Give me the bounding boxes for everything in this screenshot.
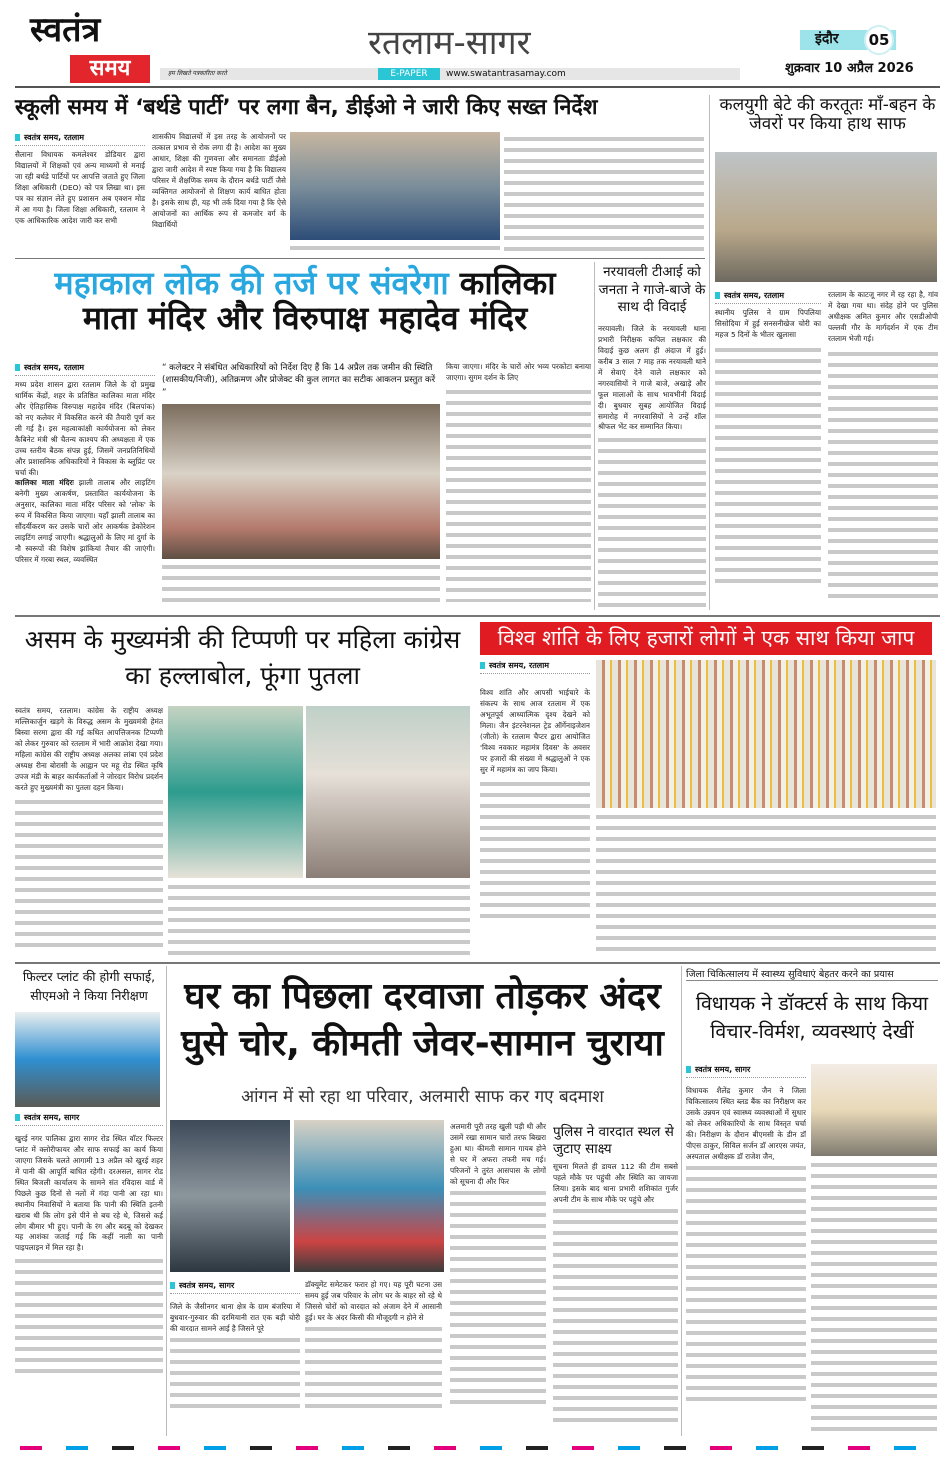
broken-door-photo <box>170 1120 290 1272</box>
hospital-visit-photo <box>811 1064 937 1156</box>
article-text: झाली तालाब और लाइटिंग बनेगी मुख्य आकर्षण, प्रस्तावित कार्ययोजना के अनुसार, कालिका माता मंदिर परिसर को 'लोक' के रूप में विकसित किया जाएगा। यहाँ झाली तालाब का सौंदर्यीकरण कर उसके चारों ओर आकर्षक डेकोरेशन लाइटिंग लगाई जाएगी। श्रद्धालुओं के लिए मां दुर्गा के नौ स्वरूपों की विशेष झांकियां तैयार की जाएंगी। परिसर में गरबा स्थल, व्यवस्थित <box>15 478 155 564</box>
meeting-photo <box>162 404 440 559</box>
print-color-bar <box>20 1446 920 1450</box>
chor-headline: घर का पिछला दरवाजा तोड़कर अंदर घुसे चोर, कीमती जेवर-सामान चुराया <box>181 976 664 1064</box>
open-almirah-photo <box>294 1120 444 1272</box>
kalyugi-col1 <box>715 290 821 610</box>
subhead: कालिका माता मंदिरः <box>15 478 74 488</box>
filter-headline: फिल्टर प्लांट की होगी सफाई, सीएमओ ने किया निरीक्षण <box>22 969 156 1003</box>
mahakal-col1 <box>15 362 155 610</box>
mahakal-col3 <box>446 362 591 610</box>
doctor-kicker: जिला चिकित्सालय में स्वास्थ्य सुविधाएं बेहतर करने का प्रयास <box>686 967 938 981</box>
kalyugi-col2 <box>828 290 938 610</box>
school-headline: स्कूली समय में ‘बर्थडे पार्टी’ पर लगा बैन, डीईओ ने जारी किए सख्त निर्देश <box>15 95 598 120</box>
photo-captions <box>162 562 440 608</box>
jaap-col1 <box>480 660 590 958</box>
pull-quote: “ कलेक्टर ने संबंधित अधिकारियों को निर्देश दिए हैं कि 14 अप्रैल तक जमीन की स्थिति (शासकीय/निजी), अतिक्रमण और प्रोजेक्ट की कुल लागत का सटीक आकलन प्रस्तुत करें ” <box>162 363 436 398</box>
article-text: किया जाएगा। मंदिर के चारों ओर भव्य परकोटा बनाया जाएगा। सुगम दर्शन के लिए <box>446 362 591 382</box>
ti-text-col <box>598 324 706 610</box>
kalyugi-headline: कलयुगी बेटे की करतूतः माँ-बहन के जेवरों पर किया हाथ साफ <box>719 95 936 134</box>
article-text: सैलाना विधायक कमलेश्वर डोडियार द्वारा विद्यालयों में शिक्षकों एवं अन्य माध्यमों से मनाई जा रही बर्थडे पार्टियों पर आपत्ति जताते हुए जिला शिक्षा अधिकारी (DEO) को पत्र लिखा था। इस पत्र का संज्ञान लेते हुए प्रशासन अब एक्शन मोड में आ गया है। जिला शिक्षा अधिकारी, रतलाम ने एक आधिकारिक आदेश जारी कर सभी <box>15 150 145 225</box>
crowd-photo <box>596 660 936 808</box>
issue-date: शुक्रवार 10 अप्रैल 2026 <box>785 61 914 76</box>
school-col4 <box>504 134 704 252</box>
article-text: स्वतंत्र समय, रतलाम। कांग्रेस के राष्ट्रीय अध्यक्ष मल्लिकार्जुन खड़गे के विरुद्ध असम के मुख्यमंत्री हेमंत बिस्वा सरमा द्वारा की गई कथित आपत्तिजनक टिप्पणी को लेकर गुरुवार को रतलाम में भारी आक्रोश देखा गया। महिला कांग्रेस की राष्ट्रीय अध्यक्ष अलका लांबा एवं प्रदेश अध्यक्ष रीना बोरासी के आह्वान पर महू रोड स्थित कृषि उपज मंडी के बाहर कार्यकर्ताओं ने जोरदार विरोध प्रदर्शन करते हुए मुख्यमंत्री का पुतला दहन किया। <box>15 706 163 792</box>
police-col <box>553 1162 678 1437</box>
school-col2: शासकीय विद्यालयों में इस तरह के आयोजनों पर तत्काल प्रभाव से रोक लगा दी है। आदेश का मुख्य आधार, शिक्षा की गुणवत्ता और समानताः डीईओ द्वारा जारी आदेश में स्पष्ट किया गया है कि विद्यालय परिसर में शैक्षणिक समय के दौरान बर्थडे पार्टी जैसे व्यक्तिगत आयोजनों से शिक्षण कार्य बाधित होता है। इसके साथ ही, यह भी तर्क दिया गया है कि ऐसे आयोजनों का आर्थिक रूप से कमजोर वर्ग के विद्यार्थियों <box>152 132 286 229</box>
ti-headline: नरयावली टीआई को जनता ने गाजे-बाजे के साथ दी विदाई <box>598 264 706 316</box>
article-text: विधायक शैलेंद्र कुमार जैन ने जिला चिकित्सालय स्थित ब्लड बैंक का निरीक्षण कर उसके उन्नयन एवं स्वास्थ्य व्यवस्थाओं में सुधार को लेकर अधिकारियों के साथ विस्तृत चर्चा की। निरीक्षण के दौरान बीएमसी के डीन डॉ पीएस ठाकुर, सिविल सर्जन डॉ आरएस जयंत, अस्पताल अधीक्षक डॉ राजेश जैन, <box>686 1086 806 1161</box>
chor-col2 <box>305 1280 442 1437</box>
byline: स्वतंत्र समय, रतलाम <box>15 132 145 146</box>
police-subhead: पुलिस ने वारदात स्थल से जुटाए साक्ष्य <box>553 1124 674 1157</box>
filter-col <box>15 1112 163 1437</box>
headline-blue: महाकाल लोक की तर्ज पर संवरेगा <box>54 264 449 302</box>
filter-plant-photo <box>15 1012 160 1107</box>
chor-col1 <box>170 1280 300 1437</box>
byline: स्वतंत्र समय, सागर <box>686 1064 806 1078</box>
school-col3 <box>290 243 500 253</box>
byline: स्वतंत्र समय, रतलाम <box>15 362 155 376</box>
jaap-headline-banner: विश्व शांति के लिए हजारों लोगों ने एक साथ किया जाप <box>480 622 932 655</box>
logo-top: स्वतंत्र <box>30 10 101 50</box>
article-text: मध्य प्रदेश शासन द्वारा रतलाम जिले के दो प्रमुख धार्मिक केंद्रों, शहर के प्रतिष्ठित कालिका माता मंदिर और ऐतिहासिक विरुपाक्ष महादेव मंदिर (बिलपांक) को नए कलेवर में विकसित करने की तैयारी पूर्ण कर ली गई है। इस महत्वाकांक्षी कार्ययोजना को लेकर कैबिनेट मंत्री श्री चैतन्य काश्यप की अध्यक्षता में एक उच्च स्तरीय बैठक संपन्न हुई, जिसमें जनप्रतिनिधियों और प्रशासनिक अधिकारियों ने विकास के ब्लूप्रिंट पर चर्चा की। <box>15 380 155 477</box>
edition-title: रतलाम-सागर <box>368 23 531 63</box>
tagline: हम लिखते पत्रकारिता करते <box>168 70 227 77</box>
website-link[interactable]: www.swatantrasamay.com <box>446 69 566 79</box>
article-text: अलमारी पूरी तरह खुली पड़ी थी और उसमें रखा सामान चारों तरफ बिखरा हुआ था। कीमती सामान गायब होने से घर में अफरा तफरी मच गई। परिजनों ने तुरंत आसपास के लोगों को सूचना दी और फिर <box>450 1122 546 1186</box>
assam-col1 <box>15 706 163 958</box>
mahakal-headline <box>15 266 595 336</box>
article-text: स्थानीय पुलिस ने ग्राम पिपलिया सिसोदिया में हुई सनसनीखेज चोरी का महज 5 दिनों के भीतर खुलासा <box>715 308 821 339</box>
article-text: सूचना मिलते ही डायल 112 की टीम सबसे पहले मौके पर पहुंची और स्थिति का जायजा लिया। इसके बाद थाना प्रभारी शशिकांत गुर्जर अपनी टीम के साथ मौके पर पहुंचे और <box>553 1162 678 1204</box>
assam-headline: असम के मुख्यमंत्री की टिप्पणी पर महिला कांग्रेस का हल्लाबोल, फूंगा पुतला <box>24 625 461 691</box>
school-classroom-photo <box>290 132 500 240</box>
byline: स्वतंत्र समय, सागर <box>170 1280 300 1294</box>
jaap-cols <box>596 812 936 958</box>
byline: स्वतंत्र समय, रतलाम <box>480 660 590 674</box>
doctor-col1 <box>686 1064 806 1437</box>
byline: स्वतंत्र समय, रतलाम <box>715 290 821 304</box>
article-text: नरयावली। जिले के नरयावली थाना प्रभारी निरीक्षक कपिल लक्षकार की विदाई कुछ अलग ही अंदाज में हुई। करीब 3 साल 7 माह तक नरयावली थाने में सेवाएं देने वाले लक्षकार को नगरवासियों ने गाजे बाजे, अखाड़े और फूल मालाओं के साथ भावभीनी विदाई दी। बुधवार सुबह आयोजित विदाई समारोह में नगरवासियों ने उन्हें शॉल श्रीफल भेंट कर सम्मानित किया। <box>598 324 706 432</box>
article-text: विश्व शांति और आपसी भाईचारे के संकल्प के साथ आज रतलाम में एक अभूतपूर्व आध्यात्मिक दृश्य देखने को मिला। जैन इंटरनेशनल ट्रेड ऑर्गेनाइजेशन (जीतो) के रतलाम चैप्टर द्वारा आयोजित 'विश्व नवकार महामंत्र दिवस' के अवसर पर हजारों की संख्या में श्रद्धालुओं ने एक सुर में महामंत्र का जाप किया। <box>480 688 590 774</box>
headline-black-2: माता मंदिर और विरुपाक्ष महादेव मंदिर <box>82 299 528 338</box>
page-number: 05 <box>864 25 894 55</box>
effigy-photo <box>306 706 470 878</box>
article-text: रतलाम के काटजू नगर में रह रहा है, गांव में देखा गया था। संदेह होने पर पुलिस अधीक्षक अमित कुमार और एसडीओपी पल्लवी गौर के मार्गदर्शन में एक टीम रतलाम भेजी गई। <box>828 290 938 343</box>
logo-bottom: समय <box>70 55 150 83</box>
school-col1 <box>15 132 145 252</box>
doctor-headline: विधायक ने डॉक्टर्स के साथ किया विचार-विर्मश, व्यवस्थाएं देखीं <box>695 992 929 1044</box>
city-name: इंदौर <box>815 31 839 47</box>
article-text: खुरई नगर पालिका द्वारा सागर रोड स्थित वॉटर फिल्टर प्लांट में क्लोरीफायर और साफ सफाई का कार्य किया जाएगा जिसके चलते आगामी 13 अप्रैल को खुरई शहर में पानी की आपूर्ति बाधित रहेगी। दरअसल, सागर रोड स्थित बिजली कार्यालय के सामने संत रविदास वार्ड में पिछले कुछ दिनों से नलों में गंदा पानी आ रहा था। स्थानीय निवासियों ने बताया कि पानी की स्थिति इतनी खराब थी कि लोग इसे पीने से बच रहे थे, जिससे कई लोग बीमार भी हुए। पानी के रंग और बदबू को देखकर यह आशंका जताई गई कि कहीं नाली का पानी पाइपलाइन में मिल रहा है। <box>15 1134 163 1253</box>
article-text: डॉक्यूमेंट समेटकर फरार हो गए। यह पूरी घटना उस समय हुई जब परिवार के लोग घर के बाहर सो रहे थे जिससे चोरों को वारदात को अंजाम देने में आसानी हुई। घर के अंदर किसी की मौजूदगी न होने से <box>305 1280 442 1322</box>
doctor-col2 <box>811 1160 937 1437</box>
photo-captions <box>168 882 470 957</box>
chor-subheadline: आंगन में सो रहा था परिवार, अलमारी साफ कर गए बदमाश <box>241 1087 604 1107</box>
epaper-badge[interactable]: E-PAPER <box>378 68 440 80</box>
byline: स्वतंत्र समय, सागर <box>15 1112 163 1126</box>
headline-black: कालिका <box>459 264 556 302</box>
protest-photo <box>168 706 303 878</box>
police-arrest-photo <box>715 152 937 282</box>
chor-col3 <box>450 1122 546 1437</box>
article-text: जिले के जैसीनगर थाना क्षेत्र के ग्राम बंजरिया में बुधवार-गुरुवार की दरमियानी रात एक बड़ी चोरी की वारदात सामने आई है जिसने पूरे <box>170 1302 300 1333</box>
masthead <box>0 0 945 90</box>
